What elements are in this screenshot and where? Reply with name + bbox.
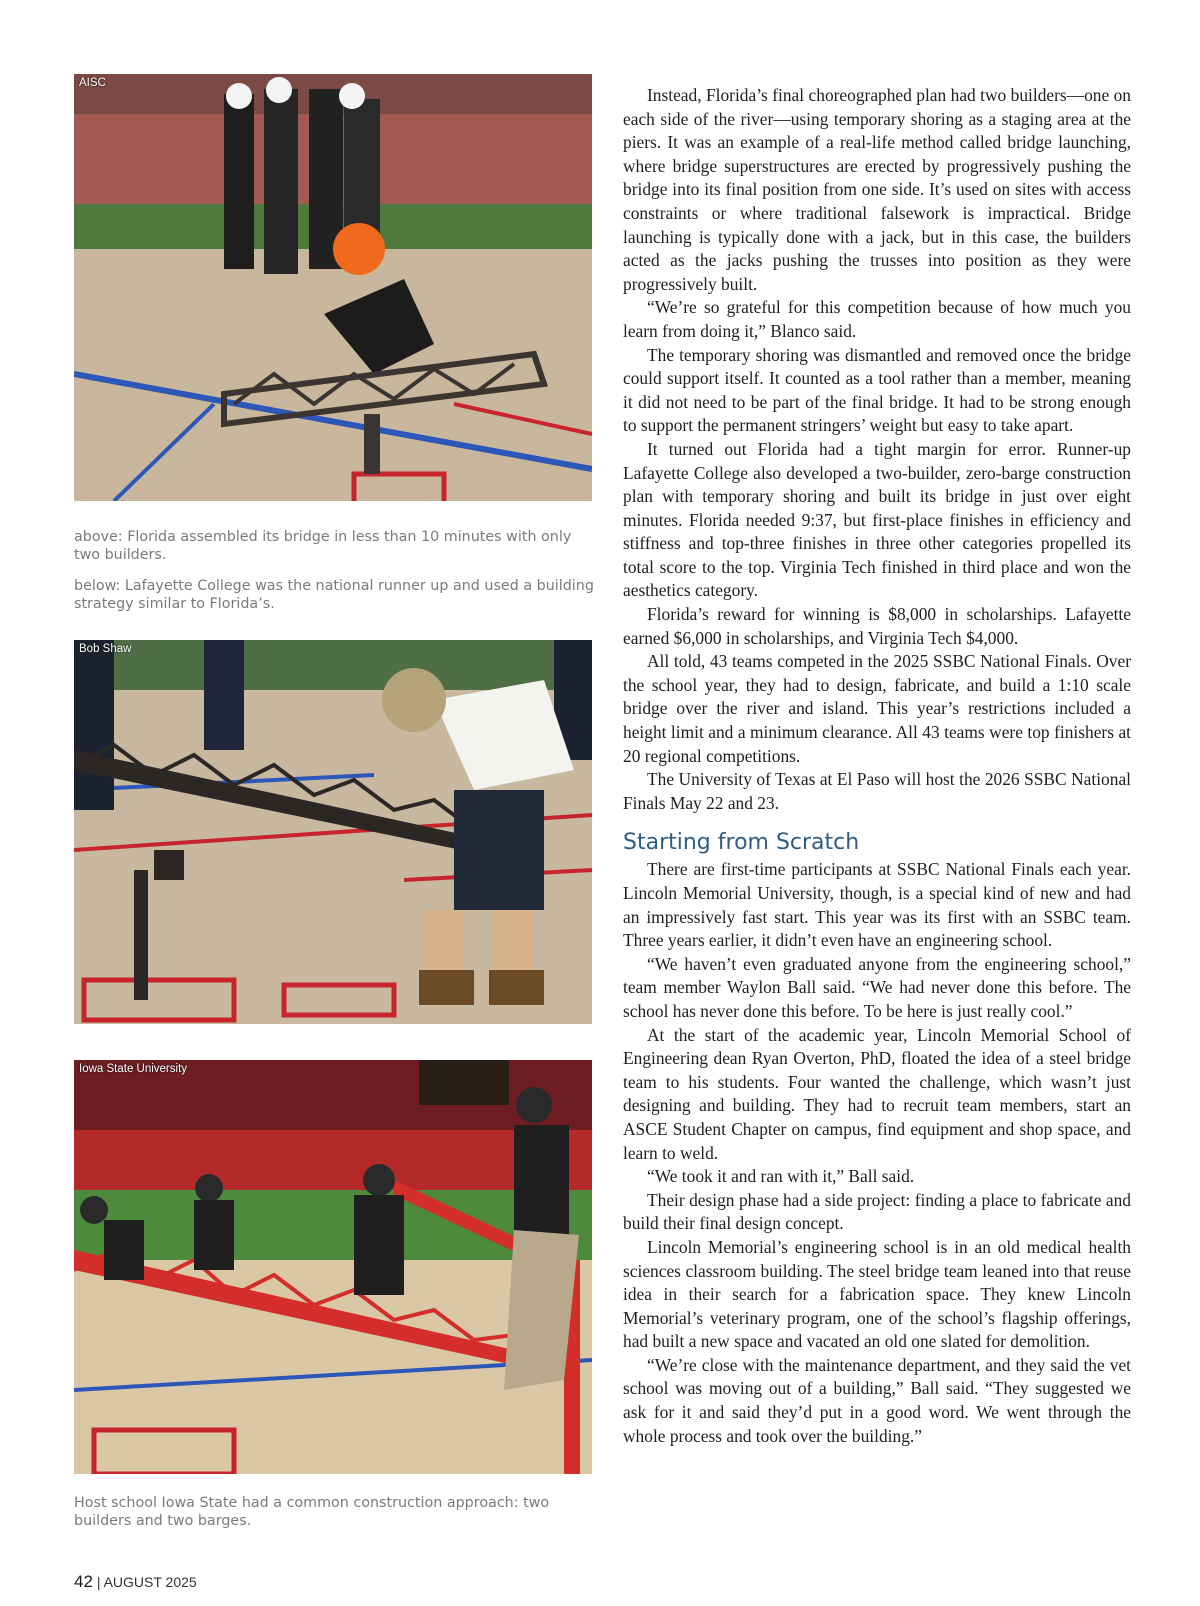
page-folio — [74, 1572, 197, 1592]
article-paragraph: “We took it and ran with it,” Ball said. — [647, 1166, 915, 1187]
photo-lafayette-runner-up — [74, 640, 592, 1024]
caption-above: above: Florida assembled its bridge in less than 10 minutes with only two builders. — [74, 529, 572, 563]
article-paragraph: All told, 43 teams competed in the 2025 SSBC National Finals. Over the school year, they had to design, fabricate, and build a 1:10 scale bridge over the river and island. This year’s restrictions included a height limit and a minimum clearance. All 43 teams were top finishers at 20 regional competitions. — [623, 651, 1131, 766]
article-paragraph: “We haven’t even graduated anyone from the engineering school,” team member Waylon Ball said. “We had never done this before. The school has never done this before. To be here is just really cool.” — [623, 953, 1131, 1021]
article-paragraph: Lincoln Memorial’s engineering school is in an old medical health sciences classroom building. The steel bridge team leaned into that reuse idea in their search for a fabrication space. They knew Lincoln Memorial’s veterinary program, one of the school’s flagship offerings, had built a new space and vacated an old one slated for demolition. — [623, 1236, 1131, 1352]
article-paragraph: “We’re so grateful for this competition because of how much you learn from doing it,” Blanco said. — [623, 297, 1131, 341]
folio-separator: | — [96, 1574, 101, 1590]
article-paragraph: The University of Texas at El Paso will host the 2026 SSBC National Finals May 22 and 23. — [623, 769, 1131, 813]
photo-credit: AISC — [79, 77, 106, 89]
article-paragraph: There are first-time participants at SSBC National Finals each year. Lincoln Memorial University, though, is a special kind of new and had an impressively fast start. This year was its first with an SSBC team. Three years earlier, it didn’t even have an engineering school. — [623, 859, 1131, 951]
photo-iowa-state — [74, 1060, 592, 1474]
article-column — [623, 84, 1131, 1448]
section-heading: Starting from Scratch — [623, 830, 860, 856]
photo-credit: Iowa State University — [79, 1063, 188, 1075]
page-number: 42 — [74, 1572, 93, 1591]
iowa-photo-illustration — [74, 1060, 592, 1474]
photo-florida-assembly — [74, 74, 592, 501]
lafayette-photo-illustration — [74, 640, 592, 1024]
article-paragraph: The temporary shoring was dismantled and removed once the bridge could support itself. It counted as a tool rather than a member, meaning it did not need to be part of the final bridge. It had to be strong enough to support the permanent stringers’ weight but easy to take apart. — [623, 344, 1131, 436]
caption-below: below: Lafayette College was the national runner up and used a building strategy similar to Florida’s. — [74, 578, 594, 612]
article-paragraph: “We’re close with the maintenance department, and they said the vet school was moving out of a building,” Ball said. “They suggested we ask for it and said they’d put in a good word. We went through the whole process and took over the building.” — [623, 1354, 1131, 1446]
article-paragraph: Instead, Florida’s final choreographed plan had two builders—one on each side of the river—using temporary shoring as a staging area at the piers. It was an example of a real-life method called bridge launching, where bridge superstructures are erected by progressively pushing the bridge into its final position from one side. It’s used on sites with access constraints or where traditional falsework is impractical. Bridge launching is typically done with a jack, but in this case, the builders acted as the jacks pushing the trusses into position as they were progressively built. — [623, 85, 1131, 294]
article-paragraph: Their design phase had a side project: finding a place to fabricate and build their final design concept. — [623, 1189, 1131, 1234]
issue-date: AUGUST 2025 — [103, 1574, 197, 1590]
florida-photo-illustration — [74, 74, 592, 501]
caption-iowa-state: Host school Iowa State had a common construction approach: two builders and two barges. — [74, 1495, 550, 1529]
article-paragraph: Florida’s reward for winning is $8,000 in scholarships. Lafayette earned $6,000 in scholarships, and Virginia Tech $4,000. — [623, 604, 1131, 648]
article-paragraph: It turned out Florida had a tight margin for error. Runner-up Lafayette College also developed a two-builder, zero-barge construction plan with temporary shoring and built its bridge in just over eight minutes. Florida needed 9:37, but first-place finishes in efficiency and stiffness and top-three finishes in three other categories propelled its total score to the top. Virginia Tech finished in third place and won the aesthetics category. — [623, 438, 1131, 601]
photo-credit: Bob Shaw — [79, 643, 132, 655]
article-paragraph: At the start of the academic year, Lincoln Memorial School of Engineering dean Ryan Overton, PhD, floated the idea of a steel bridge team to his students. Four wanted the challenge, which wasn’t just designing and building. They had to recruit team members, start an ASCE Student Chapter on campus, find equipment and shop space, and learn to weld. — [623, 1024, 1131, 1163]
